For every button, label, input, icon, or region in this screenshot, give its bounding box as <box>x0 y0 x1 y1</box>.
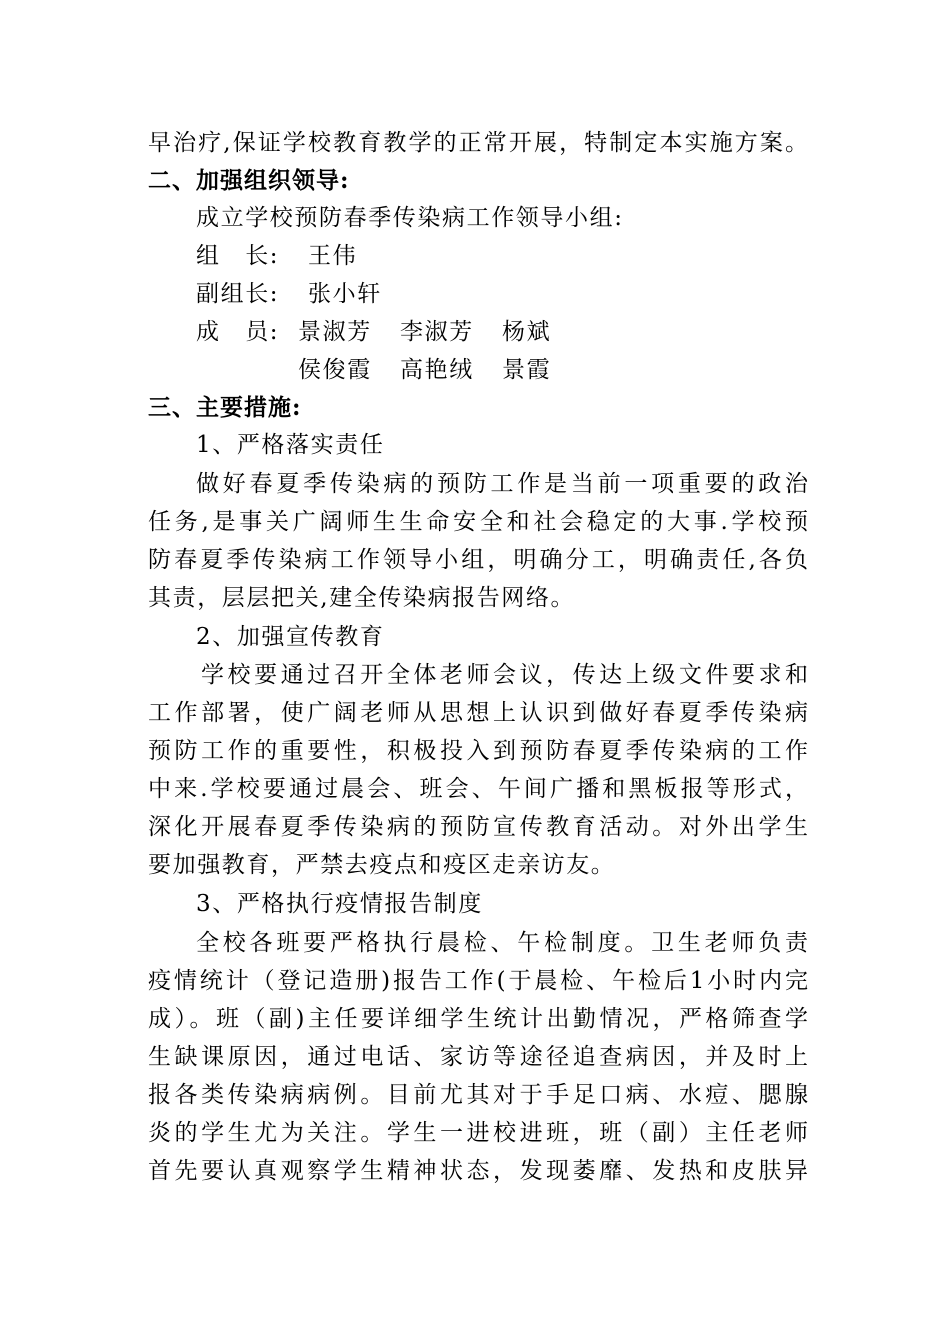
paragraph-line: 要加强教育，严禁去疫点和疫区走亲访友。 <box>148 852 616 878</box>
leader-name: 王伟 <box>308 243 358 269</box>
leader-row <box>196 241 856 271</box>
paragraph-line: 深化开展春夏季传染病的预防宣传教育活动。对外出学生 <box>148 814 808 840</box>
member-name: 景霞 <box>502 357 552 383</box>
deputy-role-label: 副组长: <box>196 281 280 307</box>
paragraph-line: 学校要通过召开全体老师会议，传达上级文件要求和 <box>201 662 808 688</box>
member-name: 高艳绒 <box>400 357 474 383</box>
paragraph-line: 早治疗,保证学校教育教学的正常开展，特制定本实施方案。 <box>148 130 808 156</box>
member-name: 侯俊霞 <box>298 357 372 383</box>
subsection-title: 2、加强宣传教育 <box>196 624 385 650</box>
leader-role-label: 组 长: <box>196 243 280 269</box>
paragraph-line: 生缺课原因，通过电话、家访等途径追查病因，并及时上 <box>148 1044 808 1070</box>
paragraph-line: 首先要认真观察学生精神状态，发现萎靡、发热和皮肤异 <box>148 1158 808 1184</box>
paragraph-line: 做好春夏季传染病的预防工作是当前一项重要的政治 <box>196 471 808 497</box>
subsection-title: 1、严格落实责任 <box>196 432 385 458</box>
member-name: 景淑芳 <box>298 319 372 345</box>
deputy-row <box>196 279 856 309</box>
paragraph-line: 成立学校预防春季传染病工作领导小组: <box>196 205 624 231</box>
paragraph-line: 成）。班（副)主任要详细学生统计出勤情况，严格筛查学 <box>148 1006 808 1032</box>
paragraph-line: 炎的学生尤为关注。学生一进校进班，班（副）主任老师 <box>148 1120 808 1146</box>
paragraph-line: 中来.学校要通过晨会、班会、午间广播和黑板报等形式， <box>148 776 808 802</box>
members-row-2 <box>298 355 950 385</box>
members-row <box>196 317 856 347</box>
section-heading: 三、主要措施: <box>148 394 302 421</box>
member-name: 杨斌 <box>502 319 552 345</box>
paragraph-line: 任务,是事关广阔师生生命安全和社会稳定的大事.学校预 <box>148 509 808 535</box>
paragraph-line: 预防工作的重要性，积极投入到预防春夏季传染病的工作 <box>148 738 808 764</box>
paragraph-line: 全校各班要严格执行晨检、午检制度。卫生老师负责 <box>196 930 808 956</box>
section-heading: 二、加强组织领导: <box>148 167 350 194</box>
member-name: 李淑芳 <box>400 319 474 345</box>
paragraph-line: 其责，层层把关,建全传染病报告网络。 <box>148 585 576 611</box>
deputy-name: 张小轩 <box>308 281 382 307</box>
members-role-label: 成 员: <box>196 319 280 345</box>
paragraph-line: 疫情统计（登记造册)报告工作(于晨检、午检后1小时内完 <box>148 968 808 994</box>
subsection-title: 3、严格执行疫情报告制度 <box>196 891 483 917</box>
paragraph-line: 防春夏季传染病工作领导小组，明确分工，明确责任,各负 <box>148 547 808 573</box>
paragraph-line: 报各类传染病病例。目前尤其对于手足口病、水痘、腮腺 <box>148 1082 808 1108</box>
paragraph-line: 工作部署，使广阔老师从思想上认识到做好春夏季传染病 <box>148 700 808 726</box>
